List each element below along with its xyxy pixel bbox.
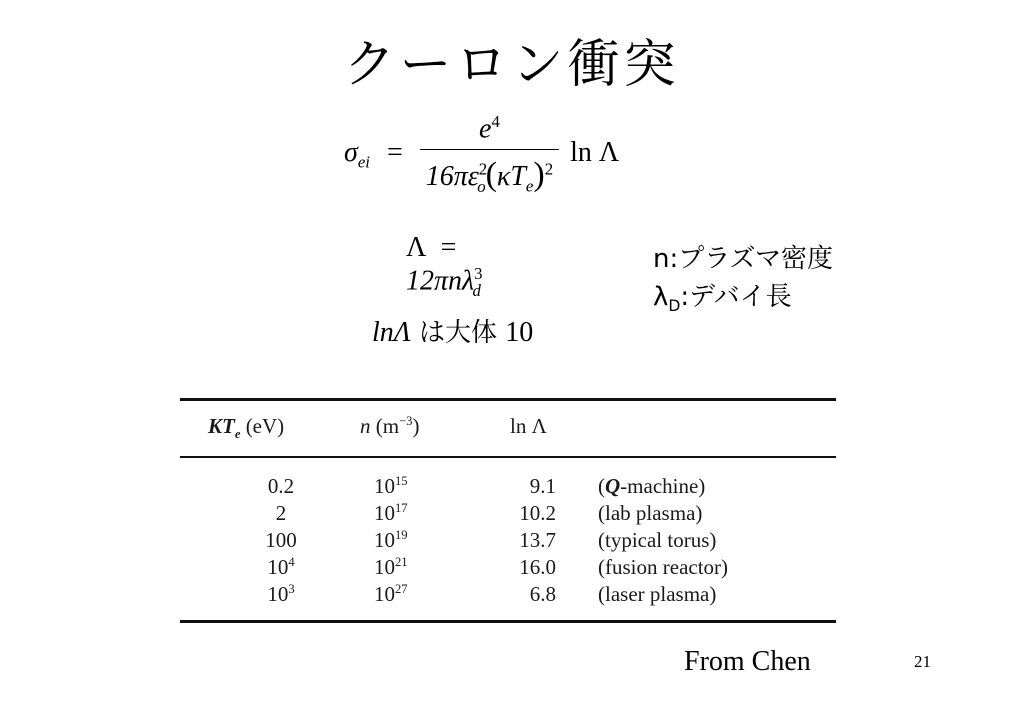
fraction bbox=[420, 112, 559, 197]
table-row bbox=[180, 555, 836, 582]
table-bottom-rule bbox=[180, 620, 836, 623]
cell-kt: $10^4$ bbox=[267, 555, 295, 579]
symbol-notes bbox=[653, 240, 833, 325]
table-row bbox=[180, 501, 836, 528]
cell-description: (Q-machine) bbox=[598, 474, 706, 498]
cell-description: (lab plasma) bbox=[598, 501, 703, 525]
fraction-numerator: $e^4$ bbox=[479, 112, 500, 145]
cell-kt: 2 bbox=[275, 501, 287, 525]
source-credit: From Chen bbox=[684, 646, 811, 677]
header-kt: $KT_e$ (eV) bbox=[208, 414, 285, 442]
cell-density: $10^{15}$ bbox=[374, 474, 408, 498]
table-header-rule bbox=[180, 456, 836, 458]
note-density: n:プラズマ密度 bbox=[653, 244, 833, 274]
cell-description: (laser plasma) bbox=[598, 582, 717, 606]
slide-title: クーロン衝突 bbox=[343, 35, 680, 95]
table-row bbox=[180, 528, 836, 555]
table-top-rule bbox=[180, 398, 836, 401]
cell-description: (fusion reactor) bbox=[598, 555, 729, 579]
cell-density: $10^{17}$ bbox=[374, 501, 408, 525]
header-n: n $(m^{-3})$ bbox=[360, 414, 420, 438]
sigma-symbol: $\sigma_{ei}$ bbox=[344, 136, 370, 172]
ln-lambda-statement: lnΛ は大体 10 bbox=[372, 317, 534, 348]
table-row bbox=[180, 474, 836, 501]
cell-ln-lambda: 9.1 bbox=[529, 474, 556, 498]
cell-ln-lambda: 10.2 bbox=[519, 501, 556, 525]
lambda-equation: Λ = 12πnλ$^3_d$ bbox=[406, 232, 483, 300]
equals-sign: = bbox=[386, 136, 403, 168]
header-ln-lambda: ln Λ bbox=[510, 414, 547, 438]
cell-kt: $10^3$ bbox=[267, 582, 295, 606]
cell-density: $10^{21}$ bbox=[374, 555, 408, 579]
fraction-denominator: $16\pi\varepsilon^2_o(\kappa T_e)^2$ bbox=[420, 149, 559, 197]
cell-description: (typical torus) bbox=[598, 528, 717, 552]
cell-ln-lambda: 13.7 bbox=[519, 528, 556, 552]
ln-lambda-term: ln Λ bbox=[570, 136, 620, 168]
page-number: 21 bbox=[914, 652, 931, 671]
note-debye-length: $\lambda_D$:デバイ長 bbox=[653, 282, 792, 316]
cell-density: $10^{27}$ bbox=[374, 582, 408, 606]
cell-density: $10^{19}$ bbox=[374, 528, 408, 552]
cell-kt: 0.2 bbox=[267, 474, 295, 498]
cell-kt: 100 bbox=[265, 528, 297, 552]
table-row bbox=[180, 582, 836, 609]
cell-ln-lambda: 16.0 bbox=[519, 555, 556, 579]
cell-ln-lambda: 6.8 bbox=[529, 582, 556, 606]
cross-section-equation bbox=[344, 112, 619, 197]
